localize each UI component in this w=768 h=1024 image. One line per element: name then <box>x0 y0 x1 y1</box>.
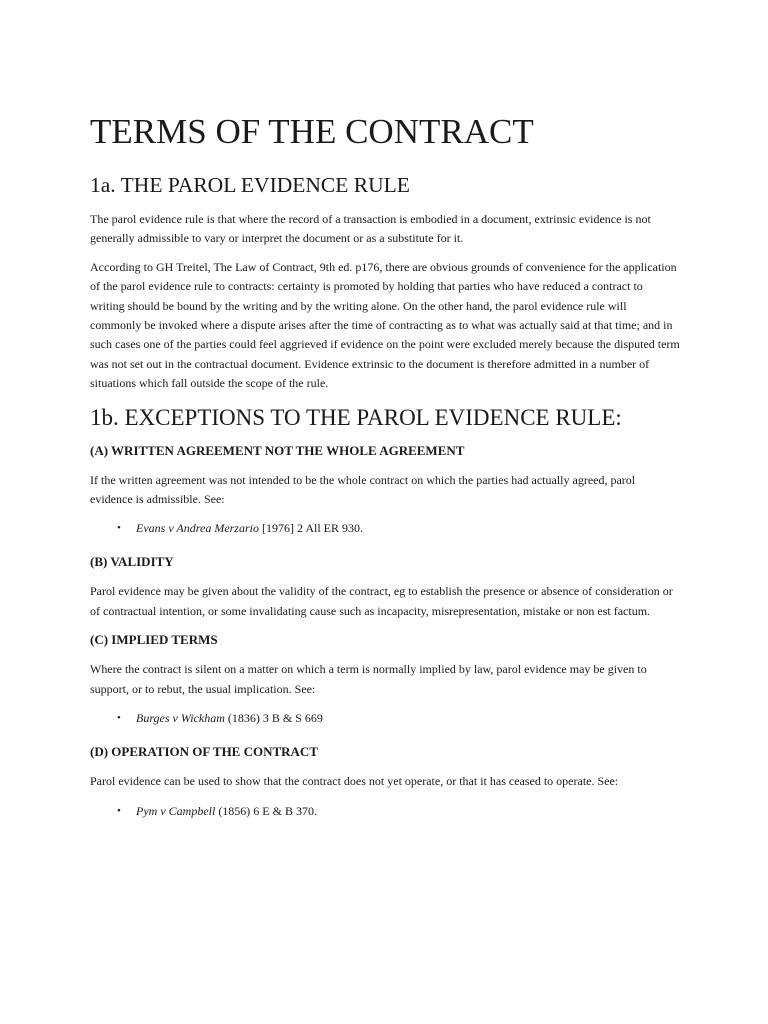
list-item <box>90 801 680 821</box>
case-name: Burges v Wickham <box>136 711 225 726</box>
exception-c-case-list <box>90 708 680 728</box>
section-1a-paragraph-1: The parol evidence rule is that where the record of a transaction is embodied in a document, extrinsic evidence is not generally admissible to vary or interpret the document or as a substitute for it. <box>90 212 651 246</box>
exception-a-text: If the written agreement was not intended to be the whole contract on which the parties had actually agreed, parol evidence is admissible. See: <box>90 472 636 507</box>
bullet-icon: • <box>117 712 121 725</box>
case-name: Pym v Campbell <box>136 803 216 818</box>
exception-a-heading: (A) WRITTEN AGREEMENT NOT THE WHOLE AGREEMENT <box>90 442 465 458</box>
section-1b-heading: 1b. EXCEPTIONS TO THE PAROL EVIDENCE RULE: <box>90 404 622 430</box>
exception-d-text: Parol evidence can be used to show that the contract does not yet operate, or that it has ceased to operate. See: <box>90 774 619 789</box>
section-1a-heading: 1a. THE PAROL EVIDENCE RULE <box>90 173 410 197</box>
exception-a-case-list <box>90 518 680 538</box>
exception-b-text: Parol evidence may be given about the validity of the contract, eg to establish the presence or absence of consideration or of contractual intention, or some invalidating cause such as incapacity, misrepresentation, mistake or non est factum. <box>90 584 673 618</box>
case-citation: (1836) 3 B & S 669 <box>224 711 323 726</box>
list-item <box>90 708 680 728</box>
bullet-icon: • <box>117 522 121 535</box>
case-name: Evans v Andrea Merzario <box>136 521 259 536</box>
document-title: TERMS OF THE CONTRACT <box>90 112 534 151</box>
document-page <box>90 110 680 835</box>
exception-c-text: Where the contract is silent on a matter on which a term is normally implied by law, parol evidence may be given to support, or to rebut, the usual implication. See: <box>90 662 647 696</box>
exception-d-case-list <box>90 801 680 821</box>
exception-d-heading: (D) OPERATION OF THE CONTRACT <box>90 744 318 760</box>
case-citation: [1976] 2 All ER 930. <box>258 521 363 536</box>
exception-b-heading: (B) VALIDITY <box>90 554 174 570</box>
case-citation: (1856) 6 E & B 370. <box>215 803 317 818</box>
list-item <box>90 518 680 538</box>
section-1a-paragraph-2: According to GH Treitel, The Law of Contract, 9th ed. p176, there are obvious grounds of convenience for the application of the parol evidence rule to contracts: certainty is promoted by holding that parties who have reduced a contract to writing should be bound by the writing and by the writing alone. On the other hand, the parol evidence rule will commonly be invoked where a dispute arises after the time of contracting as to what was actually said at that time; and in such cases one of the parties could feel aggrieved if evidence on the point were excluded merely because the disputed term was not set out in the contractual document. Evidence extrinsic to the document is therefore admitted in a number of situations which fall outside the scope of the rule. <box>90 259 680 391</box>
exception-c-heading: (C) IMPLIED TERMS <box>90 632 218 648</box>
bullet-icon: • <box>117 804 121 817</box>
